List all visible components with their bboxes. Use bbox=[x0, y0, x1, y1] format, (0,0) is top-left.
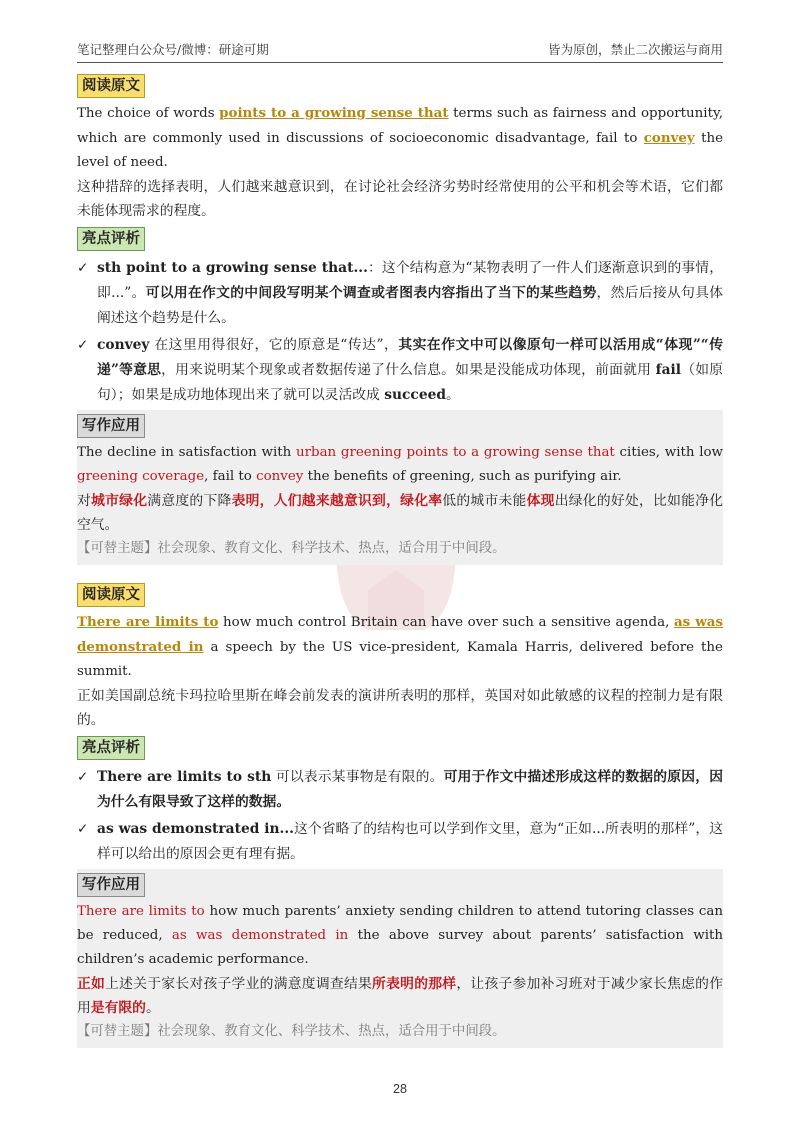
read-text: The choice of words bbox=[77, 106, 220, 121]
highlight-phrase: as was demonstrated in bbox=[77, 614, 723, 655]
apply-red-phrase: 是有限的 bbox=[90, 1000, 146, 1016]
apply-english bbox=[77, 441, 723, 489]
tag-highlight-analysis: 亮点评析 bbox=[77, 736, 145, 760]
point-term: There are limits to sth bbox=[97, 769, 272, 785]
read-chinese: 正如美国副总统卡玛拉哈里斯在峰会前发表的演讲所表明的那样，英国对如此敏感的议程的控制力是有限的。 bbox=[77, 688, 723, 728]
point-text: 可以表示某事物是有限的。 bbox=[271, 769, 444, 785]
point-term: fail bbox=[655, 362, 682, 378]
point-emphasis: 可用于作文中描述形成这样的数据的原因，因为什么有限导致了这样的数据。 bbox=[97, 769, 723, 810]
checkmark-icon: ✓ bbox=[77, 337, 89, 353]
section-2 bbox=[77, 583, 723, 1048]
apply-text: 低的城市未能 bbox=[442, 493, 527, 509]
apply-text: , fail to bbox=[204, 469, 257, 484]
tag-read-original: 阅读原文 bbox=[77, 583, 145, 607]
point-text: ，用来说明某个现象或者数据传递了什么信息。如果是没能成功体现，前面就用 bbox=[161, 362, 656, 378]
apply-red-phrase: 正如 bbox=[77, 976, 106, 992]
highlight-phrase: convey bbox=[643, 130, 695, 146]
apply-text: how much parents’ anxiety sending children to attend tutoring classes can be reduced, bbox=[77, 904, 723, 943]
apply-text: ，让孩子参加补习班对于减少家长焦虑的作用 bbox=[77, 976, 724, 1016]
apply-text: the above survey about parents’ satisfaction with children’s academic performance. bbox=[77, 928, 723, 967]
tag-highlight-analysis: 亮点评析 bbox=[77, 227, 145, 251]
analysis-point bbox=[77, 256, 723, 331]
apply-text: 对 bbox=[77, 493, 92, 509]
writing-application-box bbox=[77, 410, 723, 565]
read-text: the level of need. bbox=[77, 131, 723, 170]
point-text: 这个省略了的结构也可以学到作文里，意为“正如...所表明的那样”，这样可以给出的原因会更有理有据。 bbox=[97, 821, 723, 862]
checkmark-icon: ✓ bbox=[77, 260, 89, 276]
analysis-point bbox=[77, 817, 723, 867]
checkmark-icon: ✓ bbox=[77, 821, 89, 837]
read-chinese: 这种措辞的选择表明，人们越来越意识到，在讨论社会经济劣势时经常使用的公平和机会等术语，它们都未能体现需求的程度。 bbox=[77, 179, 723, 219]
apply-text: 满意度的下降 bbox=[147, 493, 232, 509]
apply-chinese bbox=[77, 972, 723, 1020]
apply-red-phrase: 所表明的那样 bbox=[372, 976, 457, 992]
header-left: 笔记整理白公众号/微博：研途可期 bbox=[77, 42, 269, 57]
apply-text: the benefits of greening, such as purifying air. bbox=[303, 469, 622, 484]
analysis-point bbox=[77, 765, 723, 815]
highlight-phrase: There are limits to bbox=[77, 614, 219, 630]
point-text: ：这个结构意为“某物表明了一件人们逐渐意识到的事情，即...”。 bbox=[97, 260, 723, 301]
apply-text: 出绿化的好处，比如能净化空气。 bbox=[77, 493, 724, 533]
point-text: （如原句）；如果是成功地体现出来了就可以灵活改成 bbox=[97, 362, 724, 403]
apply-red-phrase: 表明，人们越来越意识到，绿化率 bbox=[231, 493, 443, 509]
apply-red-phrase: 城市绿化 bbox=[91, 493, 148, 509]
writing-application-box bbox=[77, 869, 723, 1048]
point-emphasis: 其实在作文中可以像原句一样可以活用成“体现”“传递”等意思 bbox=[97, 337, 723, 378]
point-term: sth point to a growing sense that... bbox=[97, 260, 368, 276]
alternative-topics: 【可替主题】社会现象、教育文化、科学技术、热点，适合用于中间段。 bbox=[77, 541, 506, 556]
point-text: 。 bbox=[446, 387, 460, 403]
read-english bbox=[77, 101, 723, 175]
checkmark-icon: ✓ bbox=[77, 769, 89, 785]
read-text: terms such as fairness and opportunity, which are commonly used in discussions of socioeconomic disadvantage, fail to bbox=[77, 106, 723, 146]
tag-writing-application: 写作应用 bbox=[77, 873, 145, 897]
apply-red-phrase: 体现 bbox=[526, 493, 555, 509]
tag-read-original: 阅读原文 bbox=[77, 74, 145, 98]
content-area bbox=[77, 74, 723, 1048]
apply-red-phrase: convey bbox=[256, 469, 304, 484]
apply-red-phrase: greening coverage bbox=[77, 469, 205, 484]
page-number: 28 bbox=[393, 1082, 407, 1096]
point-term: succeed bbox=[384, 387, 447, 403]
point-text: 在这里用得很好，它的原意是“传达”， bbox=[149, 337, 399, 353]
page-header bbox=[77, 36, 723, 63]
read-text: a speech by the US vice-president, Kamala Harris, delivered before the summit. bbox=[77, 640, 723, 679]
section-1 bbox=[77, 74, 723, 565]
tag-writing-application: 写作应用 bbox=[77, 414, 145, 438]
point-term: convey bbox=[97, 337, 150, 353]
apply-red-phrase: as was demonstrated in bbox=[171, 928, 349, 943]
apply-english bbox=[77, 900, 723, 972]
apply-text: The decline in satisfaction with bbox=[77, 445, 296, 460]
point-term: as was demonstrated in... bbox=[97, 821, 294, 837]
apply-text: 。 bbox=[145, 1000, 160, 1016]
alternative-topics: 【可替主题】社会现象、教育文化、科学技术、热点，适合用于中间段。 bbox=[77, 1024, 506, 1039]
apply-red-phrase: urban greening points to a growing sense that bbox=[295, 445, 615, 460]
point-text: ，然后后接从句具体阐述这个趋势是什么。 bbox=[97, 285, 724, 326]
apply-text: 上述关于家长对孩子学业的满意度调查结果 bbox=[105, 976, 373, 992]
apply-red-phrase: There are limits to bbox=[77, 904, 205, 919]
highlight-phrase: points to a growing sense that bbox=[219, 105, 449, 121]
analysis-point bbox=[77, 333, 723, 408]
header-right: 皆为原创，禁止二次搬运与商用 bbox=[547, 42, 723, 57]
read-english bbox=[77, 610, 723, 684]
apply-chinese bbox=[77, 489, 723, 537]
apply-text: cities, with low bbox=[614, 445, 723, 460]
point-emphasis: 可以用在作文的中间段写明某个调查或者图表内容指出了当下的某些趋势 bbox=[145, 285, 597, 301]
read-text: how much control Britain can have over such a sensitive agenda, bbox=[218, 615, 674, 630]
